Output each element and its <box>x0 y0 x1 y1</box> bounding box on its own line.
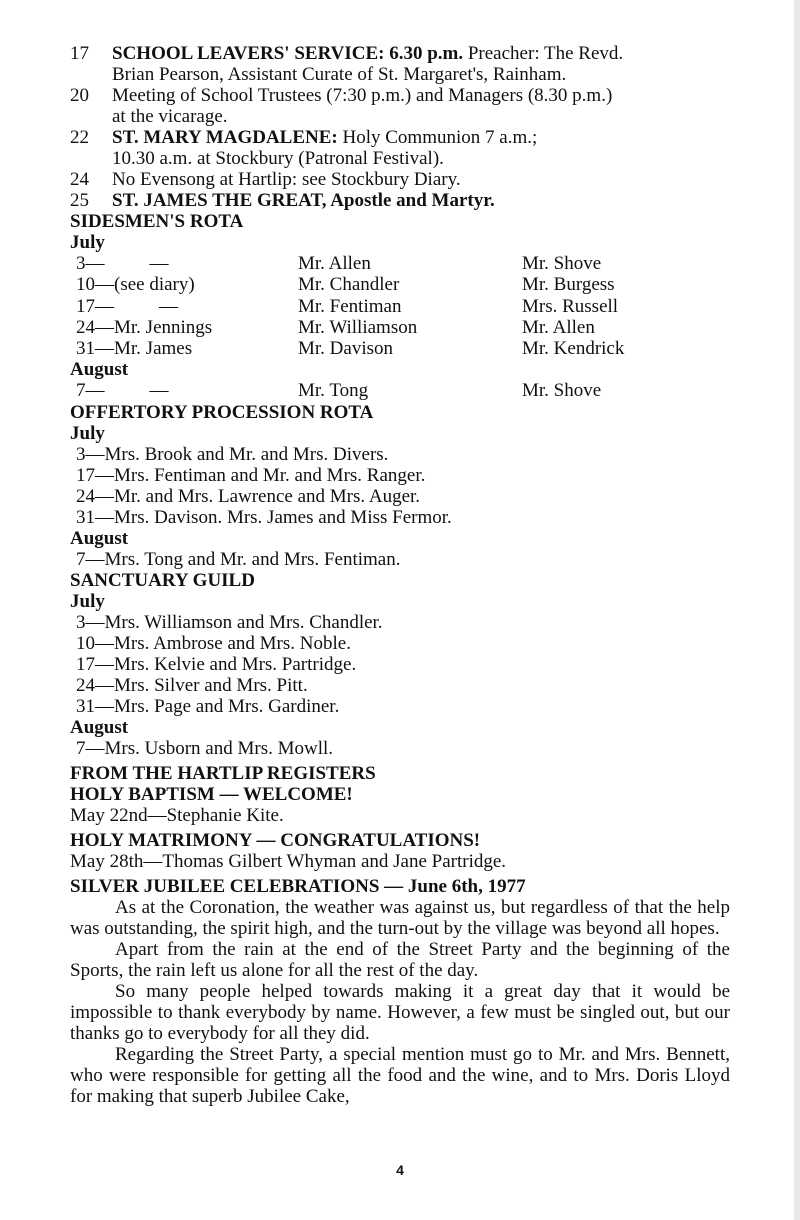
entry-day: 25 <box>70 190 89 211</box>
rota-date: 24—Mr. Jennings <box>76 316 213 338</box>
article-paragraph: As at the Coronation, the weather was against us, but regardless of that the help was outstanding, the spirit high, and the turn-out by the village was beyond all hopes. <box>70 896 730 939</box>
calendar-entry <box>70 169 730 190</box>
section-heading: OFFERTORY PROCESSION ROTA <box>70 401 374 423</box>
rota-date: 7— — <box>76 380 169 402</box>
entry-day: 24 <box>70 169 89 190</box>
baptism-heading: HOLY BAPTISM — WELCOME! <box>70 783 353 805</box>
rota-row <box>70 380 730 401</box>
section-heading: SILVER JUBILEE CELEBRATIONS — June 6th, 1977 <box>70 875 526 897</box>
entry-text: Holy Communion 7 a.m.; <box>337 127 538 148</box>
page-number: 4 <box>396 1162 404 1178</box>
rota-name: Mr. Davison <box>298 338 393 360</box>
offertory-rota <box>70 402 730 570</box>
month-label: July <box>70 422 105 444</box>
rota-dash: — <box>159 295 178 317</box>
rota-entry: 31—Mrs. Page and Mrs. Gardiner. <box>76 695 340 717</box>
rota-entry: 24—Mr. and Mrs. Lawrence and Mrs. Auger. <box>76 485 421 507</box>
rota-date: 17— — <box>76 295 178 317</box>
calendar-section <box>70 43 730 211</box>
entry-day: 20 <box>70 85 89 106</box>
rota-entry: 17—Mrs. Fentiman and Mr. and Mrs. Ranger. <box>76 464 426 486</box>
rota-entry: 10—Mrs. Ambrose and Mrs. Noble. <box>76 632 351 654</box>
registers-section <box>70 763 730 872</box>
article-paragraph: So many people helped towards making it a great day that it would be impossible to thank everybody by name. However, a few must be singled out, but our thanks go to everybody for all they did. <box>70 980 730 1044</box>
month-label: August <box>70 716 129 738</box>
entry-text: No Evensong at Hartlip: see Stockbury Diary. <box>112 169 461 190</box>
entry-text: Preacher: The Revd. <box>463 43 624 64</box>
entry-day: 22 <box>70 127 89 148</box>
calendar-entry <box>70 190 730 211</box>
entry-heading: SCHOOL LEAVERS' SERVICE: 6.30 p.m. <box>112 43 464 64</box>
rota-row <box>70 296 730 317</box>
rota-name: Mr. Williamson <box>298 316 418 338</box>
newsletter-page <box>70 43 730 1107</box>
rota-row <box>70 338 730 359</box>
section-heading: SIDESMEN'S ROTA <box>70 211 244 232</box>
entry-heading: ST. JAMES THE GREAT, Apostle and Martyr. <box>112 190 495 211</box>
month-label: July <box>70 590 105 612</box>
section-heading: SANCTUARY GUILD <box>70 569 255 591</box>
article-paragraph: Regarding the Street Party, a special mention must go to Mr. and Mrs. Bennett, who were responsible for getting all the food and the wine, and to Mrs. Doris Lloyd for making that superb Jubilee Cake, <box>70 1043 730 1107</box>
rota-dash: — <box>149 380 169 402</box>
rota-date: 31—Mr. James <box>76 338 193 360</box>
entry-day: 17 <box>70 43 89 64</box>
calendar-entry <box>70 127 730 148</box>
rota-name: Mr. Kendrick <box>522 338 625 360</box>
rota-name: Mr. Fentiman <box>298 295 402 317</box>
rota-name: Mrs. Russell <box>522 295 619 317</box>
sidesmen-rota <box>70 211 730 402</box>
month-label: August <box>70 359 129 381</box>
rota-name: Mr. Tong <box>298 380 369 402</box>
rota-name: Mr. Shove <box>522 253 602 274</box>
rota-row <box>70 274 730 295</box>
rota-name: Mr. Burgess <box>522 274 615 296</box>
entry-continuation: Brian Pearson, Assistant Curate of St. Margaret's, Rainham. <box>112 64 567 85</box>
section-heading: FROM THE HARTLIP REGISTERS <box>70 762 376 784</box>
month-label: July <box>70 232 105 253</box>
rota-date: 3— — <box>76 253 169 274</box>
jubilee-section <box>70 876 730 1107</box>
baptism-entry: May 22nd—Stephanie Kite. <box>70 804 284 826</box>
rota-entry: 3—Mrs. Williamson and Mrs. Chandler. <box>76 611 383 633</box>
rota-entry: 7—Mrs. Usborn and Mrs. Mowll. <box>76 737 334 759</box>
rota-name: Mr. Allen <box>298 253 371 274</box>
rota-entry: 31—Mrs. Davison. Mrs. James and Miss Fermor. <box>76 506 452 528</box>
matrimony-heading: HOLY MATRIMONY — CONGRATULATIONS! <box>70 829 481 851</box>
rota-name: Mr. Chandler <box>298 274 400 296</box>
matrimony-entry: May 28th—Thomas Gilbert Whyman and Jane Partridge. <box>70 850 507 872</box>
rota-entry: 17—Mrs. Kelvie and Mrs. Partridge. <box>76 653 357 675</box>
sanctuary-guild <box>70 570 730 759</box>
rota-row <box>70 253 730 274</box>
rota-name: Mr. Shove <box>522 380 602 402</box>
article-paragraph: Apart from the rain at the end of the Street Party and the beginning of the Sports, the rain left us alone for all the rest of the day. <box>70 938 730 981</box>
rota-dash: — <box>149 253 169 274</box>
rota-entry: 3—Mrs. Brook and Mr. and Mrs. Divers. <box>76 443 389 465</box>
calendar-entry <box>70 43 730 64</box>
rota-entry: 24—Mrs. Silver and Mrs. Pitt. <box>76 674 308 696</box>
page-edge-shadow <box>794 0 800 1220</box>
entry-continuation: 10.30 a.m. at Stockbury (Patronal Festival). <box>112 148 444 169</box>
rota-entry: 7—Mrs. Tong and Mr. and Mrs. Fentiman. <box>76 548 401 570</box>
rota-name: Mr. Allen <box>522 316 595 338</box>
calendar-entry <box>70 85 730 106</box>
rota-row <box>70 317 730 338</box>
month-label: August <box>70 527 129 549</box>
entry-continuation: at the vicarage. <box>112 106 228 127</box>
entry-heading: ST. MARY MAGDALENE: <box>112 127 338 148</box>
entry-text: Meeting of School Trustees (7:30 p.m.) and Managers (8.30 p.m.) <box>112 85 613 106</box>
rota-date: 10—(see diary) <box>76 274 195 296</box>
